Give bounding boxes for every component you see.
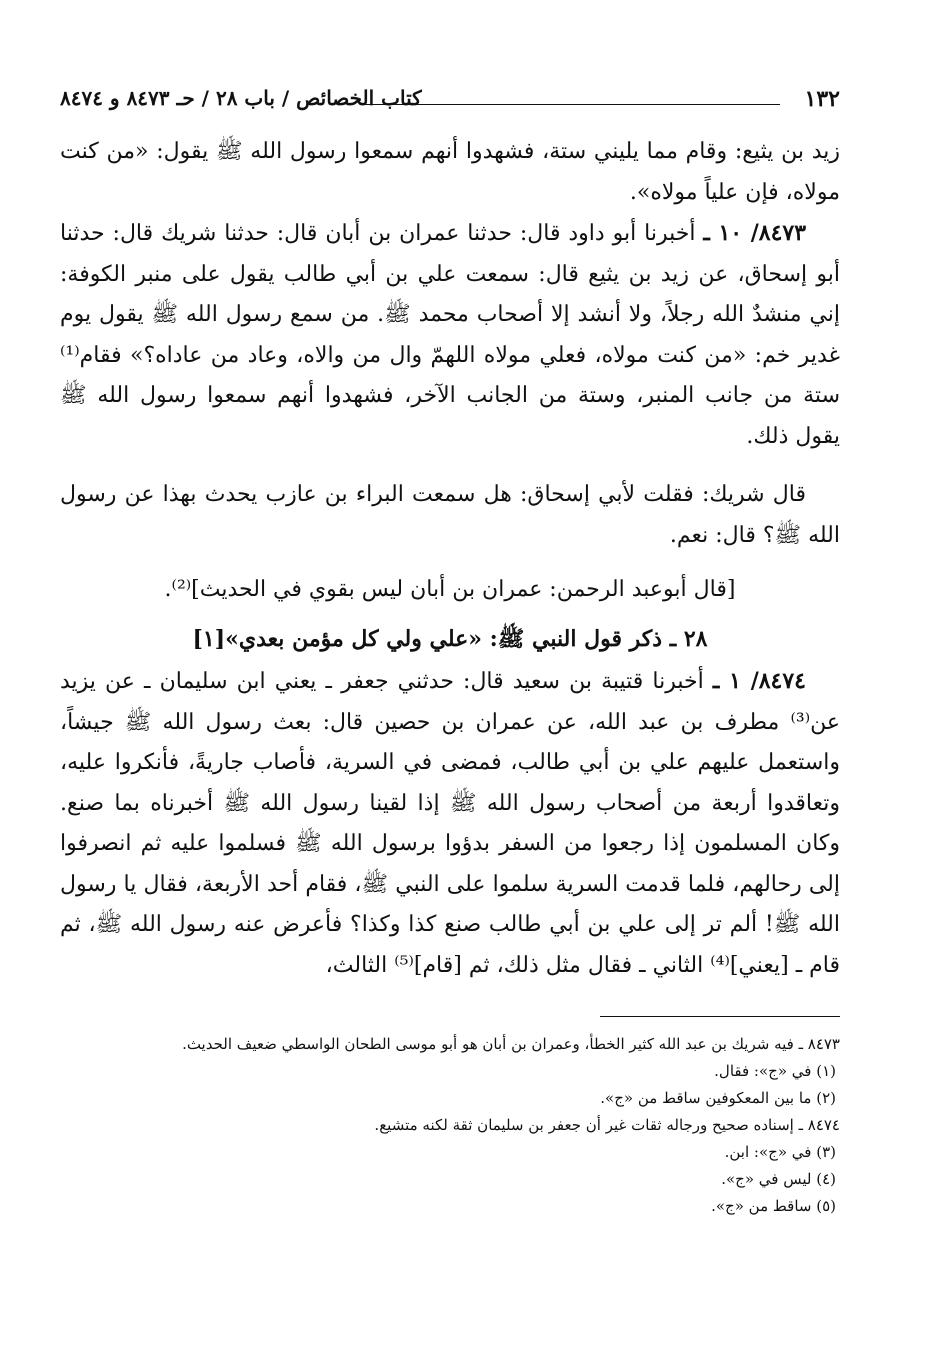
paragraph-abu-abd-al-rahman: [قال أبوعبد الرحمن: عمران بن أبان ليس بقوي في الحديث]⁽²⁾. <box>164 577 736 602</box>
paragraph-continuation: زيد بن يثيع: وقام مما يليني ستة، فشهدوا أنهم سمعوا رسول الله ﷺ يقول: «من كنت مولاه، فإن علياً مولاه». <box>60 139 840 205</box>
book-page <box>60 80 840 1220</box>
hadith-number-8474: ٨٤٧٤/ ١ ـ <box>712 668 806 694</box>
main-text <box>60 132 840 986</box>
footnote-8473: ٨٤٧٣ ـ فيه شريك بن عبد الله كثير الخطأ، وعمران بن أبان هو أبو موسى الطحان الواسطي ضعيف الحديث. <box>182 1035 840 1053</box>
page-number: ١٣٢ <box>804 86 840 112</box>
footnote-2: (٢) ما بين المعكوفين ساقط من «ج». <box>600 1089 836 1107</box>
footnote-5: (٥) ساقط من «ج». <box>711 1197 836 1215</box>
running-title: كتاب الخصائص / باب ٢٨ / حـ ٨٤٧٣ و ٨٤٧٤ <box>60 86 422 110</box>
hadith-8474-text: أخبرنا قتيبة بن سعيد قال: حدثني جعفر ـ يعني ابن سليمان ـ عن يزيد عن⁽³⁾ مطرف بن عبد الله، عن عمران بن حصين قال: بعث رسول الله ﷺ جيشاً، واستعمل عليهم علي بن أبي طالب، فمضى في السرية، فأصاب جاريةً، فأنكروا عليه، وتعاقدوا أربعة من أصحاب رسول الله ﷺ إذا لقينا رسول الله ﷺ أخبرناه بما صنع. وكان المسلمون إذا رجعوا من السفر بدؤوا برسول الله ﷺ فسلموا عليه ثم انصرفوا إلى رحالهم، فلما قدمت السرية سلموا على النبي ﷺ، فقام أحد الأربعة، فقال يا رسول الله ﷺ! ألم تر إلى علي بن أبي طالب صنع كذا وكذا؟ فأعرض عنه رسول الله ﷺ، ثم قام ـ [يعني]⁽⁴⁾ الثاني ـ فقال مثل ذلك، ثم [قام]⁽⁵⁾ الثالث، <box>60 669 840 978</box>
footnote-rule <box>600 1016 840 1017</box>
footnote-1: (١) في «ج»: فقال. <box>714 1062 836 1080</box>
footnote-8474: ٨٤٧٤ ـ إسناده صحيح ورجاله ثقات غير أن جعفر بن سليمان ثقة لكنه متشيع. <box>374 1116 840 1134</box>
hadith-number-8473: ٨٤٧٣/ ١٠ ـ <box>703 220 807 246</box>
hadith-8474 <box>60 661 840 986</box>
hadith-8473-text: أخبرنا أبو داود قال: حدثنا عمران بن أبان قال: حدثنا شريك قال: حدثنا أبو إسحاق، عن زيد بن يثيع قال: سمعت علي بن أبي طالب يقول على منبر الكوفة: إني منشدٌ الله رجلاً، ولا أنشد إلا أصحاب محمد ﷺ. من سمع رسول الله ﷺ يقول يوم غدير خم: «من كنت مولاه، فعلي مولاه اللهمّ وال من والاه، وعاد من عاداه؟» فقام⁽¹⁾ ستة من جانب المنبر، وستة من الجانب الآخر، فشهدوا أنهم سمعوا رسول الله ﷺ يقول ذلك. <box>60 221 840 449</box>
running-header <box>60 80 840 120</box>
footnotes <box>60 1031 840 1220</box>
header-rule <box>365 104 780 105</box>
footnote-4: (٤) ليس في «ج». <box>721 1170 836 1188</box>
chapter-heading: ٢٨ ـ ذكر قول النبي ﷺ: «علي ولي كل مؤمن بعدي»[١] <box>192 625 708 652</box>
hadith-8473 <box>60 213 840 457</box>
footnote-3: (٣) في «ج»: ابن. <box>724 1143 836 1161</box>
paragraph-sharik: قال شريك: فقلت لأبي إسحاق: هل سمعت البراء بن عازب يحدث بهذا عن رسول الله ﷺ؟ قال: نعم. <box>60 482 840 548</box>
